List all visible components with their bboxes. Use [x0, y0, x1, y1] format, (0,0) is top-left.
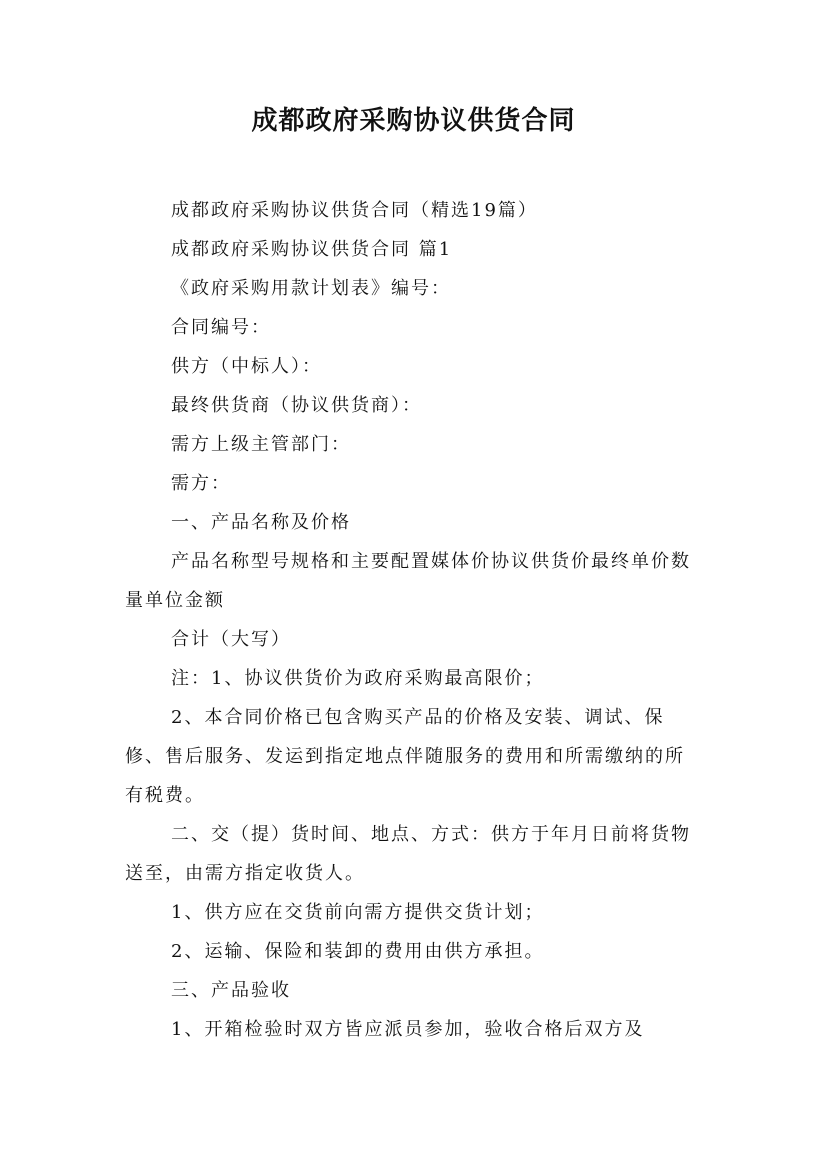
paragraph: 成都政府采购协议供货合同（精选19篇） [171, 200, 538, 221]
paragraph: 产品名称型号规格和主要配置媒体价协议供货价最终单价数量单位金额 [125, 551, 691, 611]
paragraph: 2、运输、保险和装卸的费用由供方承担。 [171, 941, 545, 962]
section-heading: 一、产品名称及价格 [171, 512, 351, 533]
paragraph: 1、供方应在交货前向需方提供交货计划； [171, 902, 545, 923]
section-heading: 二、交（提）货时间、地点、方式：供方于年月日前将货物送至，由需方指定收货人。 [125, 824, 691, 884]
section-heading: 三、产品验收 [171, 980, 291, 1001]
paragraph: 合同编号： [171, 317, 271, 338]
paragraph: 最终供货商（协议供货商）： [171, 395, 422, 416]
paragraph: 1、开箱检验时双方皆应派员参加，验收合格后双方及 [171, 1019, 645, 1040]
document-body [125, 191, 703, 1049]
paragraph: 需方上级主管部门： [171, 434, 351, 455]
paragraph: 合计（大写） [171, 629, 291, 650]
paragraph: 供方（中标人）： [171, 356, 322, 377]
paragraph: 注：1、协议供货价为政府采购最高限价； [171, 668, 545, 689]
paragraph: 需方： [171, 473, 231, 494]
paragraph: 2、本合同价格已包含购买产品的价格及安装、调试、保修、售后服务、发运到指定地点伴随服务的费用和所需缴纳的所有税费。 [125, 707, 685, 806]
paragraph: 成都政府采购协议供货合同 篇1 [171, 239, 453, 260]
paragraph: 《政府采购用款计划表》编号： [171, 278, 451, 299]
document-title: 成都政府采购协议供货合同 [251, 106, 576, 136]
